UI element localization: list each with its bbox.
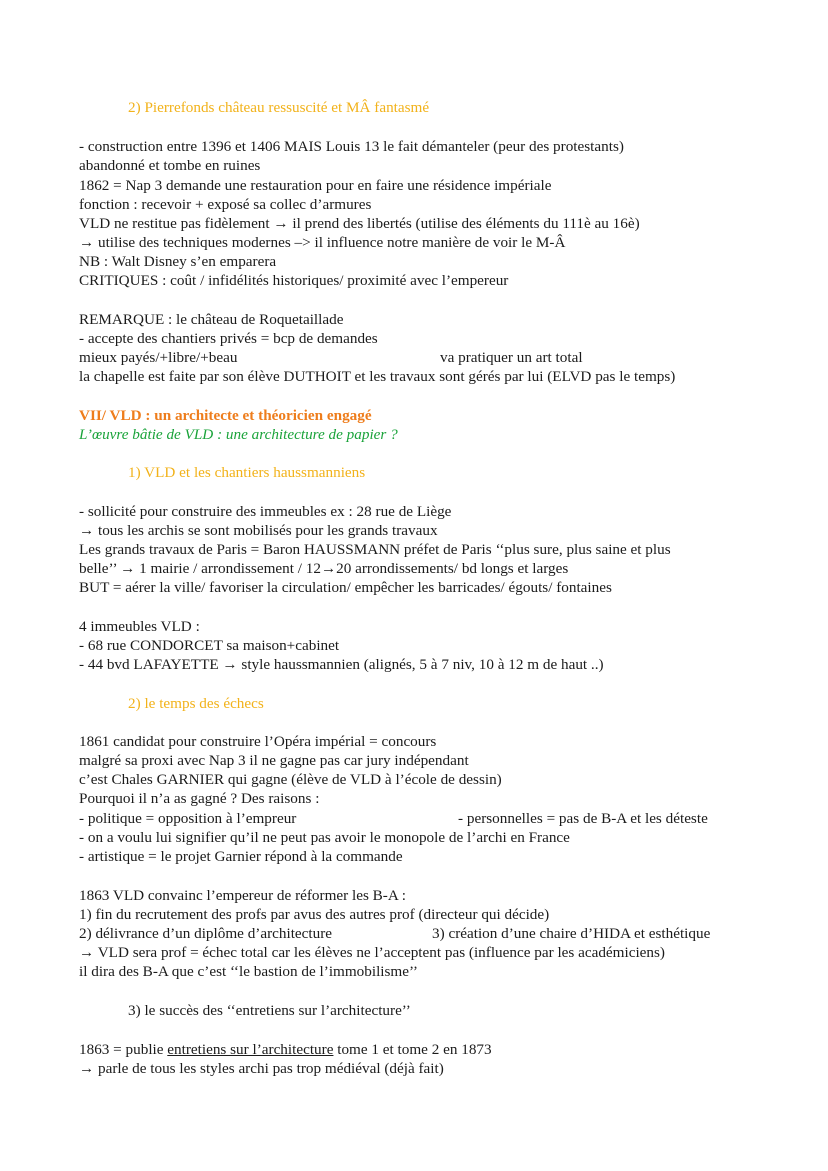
- text-line: malgré sa proxi avec Nap 3 il ne gagne pas car jury indépendant: [79, 752, 469, 769]
- text-line: - on a voulu lui signifier qu’il ne peut pas avoir le monopole de l’archi en France: [79, 829, 570, 846]
- text-fragment: 1863 = publie: [79, 1041, 168, 1058]
- text-line: la chapelle est faite par son élève DUTHOIT et les travaux sont gérés par lui (ELVD pas le temps): [79, 368, 676, 385]
- text-line: VLD ne restitue pas fidèlement → il prend des libertés (utilise des éléments du 111è au 16è): [79, 215, 640, 232]
- text-line: CRITIQUES : coût / infidélités historiques/ proximité avec l’empereur: [79, 272, 509, 289]
- section-title-entretiens: 3) le succès des ‘‘entretiens sur l’architecture’’: [128, 1002, 411, 1019]
- text-line: 2) délivrance d’un diplôme d’architecture: [79, 925, 333, 942]
- text-line: Pourquoi il n’a as gagné ? Des raisons :: [79, 790, 320, 807]
- text-line: - politique = opposition à l’empreur: [79, 810, 297, 827]
- text-right-column: va pratiquer un art total: [440, 349, 583, 366]
- text-line: [79, 1040, 492, 1059]
- text-line: Les grands travaux de Paris = Baron HAUSSMANN préfet de Paris ‘‘plus sure, plus saine et plus: [79, 541, 671, 558]
- text-line: il dira des B-A que c’est ‘‘le bastion de l’immobilisme’’: [79, 963, 418, 980]
- text-right-column: - personnelles = pas de B-A et les déteste: [458, 810, 708, 827]
- text-line: 1) fin du recrutement des profs par avus des autres prof (directeur qui décide): [79, 906, 550, 923]
- section-title-haussmann: 1) VLD et les chantiers haussmanniens: [128, 464, 366, 481]
- text-line: - accepte des chantiers privés = bcp de demandes: [79, 330, 378, 347]
- text-line: BUT = aérer la ville/ favoriser la circulation/ empêcher les barricades/ égouts/ fontaines: [79, 579, 612, 596]
- text-line: abandonné et tombe en ruines: [79, 157, 261, 174]
- text-line: NB : Walt Disney s’en emparera: [79, 253, 277, 270]
- section-title-pierrefonds: 2) Pierrefonds château ressuscité et MÂ fantasmé: [128, 99, 430, 116]
- text-line: → parle de tous les styles archi pas trop médiéval (déjà fait): [79, 1060, 444, 1077]
- text-line: c’est Chales GARNIER qui gagne (élève de VLD à l’école de dessin): [79, 771, 502, 788]
- text-right-column: 3) création d’une chaire d’HIDA et esthétique: [432, 925, 711, 942]
- text-line: - 68 rue CONDORCET sa maison+cabinet: [79, 637, 340, 654]
- text-line: mieux payés/+libre/+beau: [79, 349, 238, 366]
- text-line: REMARQUE : le château de Roquetaillade: [79, 311, 344, 328]
- text-line: → tous les archis se sont mobilisés pour les grands travaux: [79, 522, 438, 539]
- text-line: 4 immeubles VLD :: [79, 618, 200, 635]
- text-line: 1861 candidat pour construire l’Opéra impérial = concours: [79, 733, 437, 750]
- section-title-echecs: 2) le temps des échecs: [128, 695, 264, 712]
- text-line: → utilise des techniques modernes –> il influence notre manière de voir le M-Â: [79, 234, 566, 251]
- text-line: 1863 VLD convainc l’empereur de réformer les B-A :: [79, 887, 406, 904]
- text-line: - sollicité pour construire des immeubles ex : 28 rue de Liège: [79, 503, 452, 520]
- text-line: - artistique = le projet Garnier répond à la commande: [79, 848, 403, 865]
- text-line: - 44 bvd LAFAYETTE → style haussmannien (alignés, 5 à 7 niv, 10 à 12 m de haut ..): [79, 656, 604, 673]
- text-line: - construction entre 1396 et 1406 MAIS Louis 13 le fait démanteler (peur des protestants): [79, 138, 624, 155]
- text-line: fonction : recevoir + exposé sa collec d’armures: [79, 196, 372, 213]
- chapter-title: VII/ VLD : un architecte et théoricien engagé: [79, 407, 372, 424]
- text-line: belle’’ → 1 mairie / arrondissement / 12→20 arrondissements/ bd longs et larges: [79, 560, 569, 577]
- book-title-underlined: entretiens sur l’architecture: [167, 1041, 334, 1058]
- text-line: 1862 = Nap 3 demande une restauration pour en faire une résidence impériale: [79, 177, 552, 194]
- text-line: → VLD sera prof = échec total car les élèves ne l’acceptent pas (influence par les académiciens): [79, 944, 665, 961]
- text-fragment: tome 1 et tome 2 en 1873: [333, 1041, 492, 1058]
- chapter-subtitle: L’œuvre bâtie de VLD : une architecture de papier ?: [79, 426, 398, 443]
